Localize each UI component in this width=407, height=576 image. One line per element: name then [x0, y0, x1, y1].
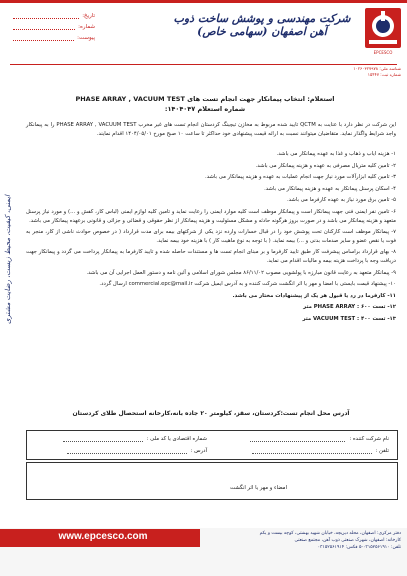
footer-address	[206, 530, 401, 551]
meta-number	[10, 21, 95, 32]
signature-row	[230, 485, 287, 491]
date-label: تاریخ:	[82, 12, 95, 19]
footer-address-line: کارخانه: اصفهان، شهرک صنعتی ذوب آهن، مجتمع صنعتی	[294, 538, 401, 543]
economic-code-row	[63, 436, 207, 442]
document-title: استعلام: انتخاب پیمانکار جهت انجام تست های PHASE ARRAY , VACUUM TEST	[75, 95, 335, 103]
economic-code-field[interactable]	[63, 437, 143, 442]
website-link[interactable]: www.epcesco.com	[58, 531, 148, 542]
company-logo	[363, 6, 403, 64]
list-item: ۱۲- تست PHASE ARRAY : ۶۰۰ متر	[303, 304, 396, 311]
list-item: ۹- پیمانکار متعهد به رعایت قانون مبارزه با پولشویی مصوب ۸۶/۱۱/۰۲ مجلس شورای اسلامی و آئین نامه و دستور العمل اجرایی آن می باشد.	[86, 269, 396, 276]
footer-address-line: دفتر مرکزی: اصفهان، محله دیزیچه، خیابان شهید بهشتی، کوچه بیست و یکم	[259, 531, 401, 536]
registration-number: شماره ثبت: ۱۵۴۴۷	[367, 72, 401, 77]
attachment-label: پیوست:	[77, 34, 95, 41]
footer-address-line: تلفن: ۰۳۱۵۲۵۶۱۹۱۰-۵ فکس: ۰۳۱۵۲۵۶۱۹۱۴	[317, 545, 401, 550]
letter-meta	[10, 10, 95, 43]
list-item: ۲- تامین کلیه متریال مصرفی به عهده و هزینه پیمانکار می باشد.	[255, 162, 396, 169]
number-field	[13, 24, 75, 30]
address-field[interactable]	[67, 449, 187, 454]
list-item: ۴- اسکان پرسنل پیمانکار به عهده و هزینه پیمانکار می باشد.	[264, 185, 396, 192]
phone-row	[252, 448, 389, 454]
list-item: ۵- تامین برق مورد نیاز به عهده کارفرما می باشد.	[286, 197, 396, 204]
side-slogan: ایمنی، کیفیت، محیط زیست، رضایت مشتری	[4, 195, 12, 325]
number-label: شماره:	[78, 23, 95, 30]
company-name-field[interactable]	[250, 437, 345, 442]
test-location-address: آدرس محل انجام تست:کردستان، سقز، کیلومتر ۲۰ جاده بانه،کارخانه استحصال طلای کردستان	[72, 410, 350, 417]
logo-emblem-icon	[363, 6, 403, 50]
list-item: ۶- تامین نفر ایمنی فنی جهت پیمانکار است و پیمانکار موظف است کلیه موارد ایمنی را رعایت نماید و تامین کلیه لوازم ایمنی (لباس کار، کفش و ...) و مورد نیاز پرسنل متعهد و هزینه پیمانکار می باشد و در صورت بروز هرگونه حادثه و مشکل مسئولیت و هزینه پیمانکار از نظر حقوقی و قضائی و جزائی و قانونی برعهده پیمانکار می باشد.	[26, 208, 396, 224]
phone-label: تلفن :	[375, 448, 389, 454]
signature-label: امضاء و مهر یا اثر انگشت	[230, 485, 287, 491]
list-item: ۷- پیمانکار موظف است کارکنان تحت پوشش خود را در قبال خسارات وارده نزد یکی از شرکتهای بیمه برای مدت قرارداد ( در خصوص حوادث ناشی از کار، منجر به فوت یا نقص عضو و سایر صدمات بدنی و ...) بیمه نماید. ( با توجه به نوع ماهیت کار ) با هزینه خود بیمه نماید.	[26, 229, 396, 244]
address-row	[67, 448, 207, 454]
list-item: ۱۳- تست VACUUM TEST : ۴۰۰ متر	[302, 315, 396, 322]
meta-attachment	[10, 32, 95, 43]
meta-date	[10, 10, 95, 21]
address-label: آدرس :	[190, 448, 207, 454]
list-item: ۱- هزینه ایاب و ذهاب و غذا به عهده پیمانکار می باشد.	[276, 151, 396, 157]
intro-paragraph: این شرکت در نظر دارد با عنایت به QCTM تایید شده مربوط به مخازن تیچینگ کردستان انجام تست های غیر مخرب PHASE ARRAY , VACUUM TEST را به پیمانکار واجد شرایط واگذار نماید. متقاضیان میتوانند نسبت به ارائه قیمت پیشنهادی خود حداکثر تا ساعت ۱۰ صبح مورخ ۱۴۰۴/۰۵/۰۱ اقدام نمایند.	[26, 122, 396, 137]
inquiry-number: شماره استعلام ۱۴۰۴۰۴۷:	[164, 105, 246, 113]
top-border	[0, 0, 407, 3]
company-name-label: نام شرکت کننده :	[349, 436, 389, 442]
list-item: ۳- تامین کلیه ابزارآلات مورد نیاز جهت انجام عملیات به عهده و هزینه پیمانکار می باشد.	[205, 174, 396, 181]
bidder-info-box	[26, 430, 398, 460]
national-id: شناسه ملی: ۱۰۲۶۰۳۲۷۹۷۸	[353, 66, 401, 71]
attachment-field	[13, 35, 74, 41]
company-name-row	[250, 436, 389, 442]
list-item: ۱۰- پیشنهاد قیمت بایستی با امضا و مهر یا اثر انگشت شرکت کننده و به آدرس ایمیل شرکت commercial.epc@mail.ir ارسال گردد.	[99, 281, 396, 288]
phone-field[interactable]	[252, 449, 372, 454]
logo-text: EPCESCO	[373, 50, 393, 55]
list-item: ۸- بهای قرارداد براساس پیشرفت کار طبق تایید کارفرما و بر مبنای انجام تست ها و مستندات حاصله شده و تایید کارفرما به پیمانکار پرداخت می گردد و پیمانکار جهت دریافت وجه با پرداخت هزینه بیمه و مالیات اقدام می نماید.	[26, 249, 396, 264]
date-field	[13, 13, 79, 19]
signature-box	[26, 462, 398, 500]
economic-code-label: شماره اقتصادی یا کد ملی :	[146, 436, 207, 442]
registration-info	[349, 66, 401, 78]
company-name: شرکت مهندسی و پوشش ساخت ذوب آهن اصفهان (سهامی خاص)	[173, 12, 351, 38]
conditions-list	[26, 150, 396, 327]
list-item: ۱۱- کارفرما در رد یا قبول هر یک از پیشنهادات مختار می باشد.	[232, 292, 396, 299]
header-divider	[10, 64, 397, 65]
